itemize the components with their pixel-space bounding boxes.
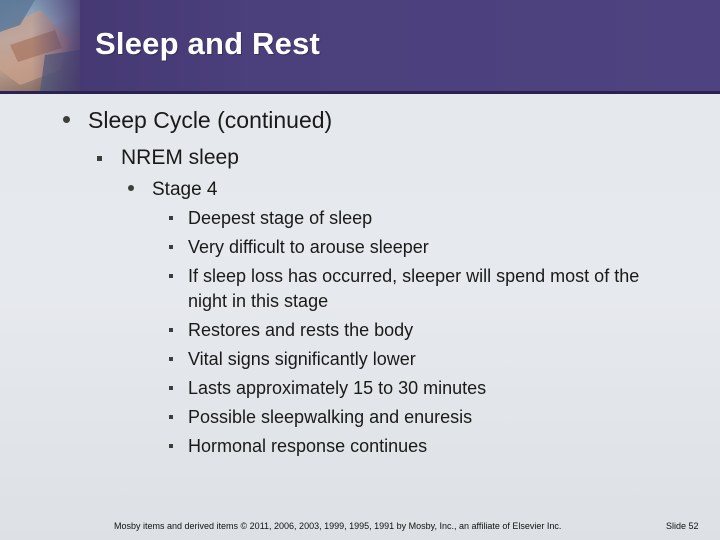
- list-item: Lasts approximately 15 to 30 minutes: [188, 378, 487, 398]
- slide-number: Slide 52: [666, 521, 699, 531]
- level2-text: NREM sleep: [121, 146, 239, 169]
- level1-text: Sleep Cycle (continued): [88, 107, 333, 133]
- bullet-square: [169, 328, 173, 332]
- copyright-footer: Mosby items and derived items © 2011, 2006, 2003, 1999, 1995, 1991 by Mosby, Inc., an affiliate of Elsevier Inc.: [114, 521, 562, 531]
- bullet-square: [169, 245, 173, 249]
- list-item: Vital signs significantly lower: [188, 349, 416, 369]
- list-item: If sleep loss has occurred, sleeper will spend most of the: [188, 266, 640, 286]
- level3-text: Stage 4: [152, 179, 218, 200]
- bullet-square: [169, 357, 173, 361]
- title-bar: [0, 0, 720, 94]
- list-item: Very difficult to arouse sleeper: [188, 237, 429, 257]
- bullet-dot: [128, 185, 134, 191]
- bullet-square: [169, 444, 173, 448]
- list-item: Restores and rests the body: [188, 320, 414, 340]
- bullet-square: [169, 274, 173, 278]
- list-item: Possible sleepwalking and enuresis: [188, 407, 473, 427]
- list-item: Deepest stage of sleep: [188, 208, 373, 228]
- bullet-dot: [63, 116, 70, 123]
- list-item-continuation: night in this stage: [188, 291, 329, 311]
- slide-title: Sleep and Rest: [95, 26, 321, 61]
- bullet-square: [169, 415, 173, 419]
- list-item: Hormonal response continues: [188, 436, 428, 456]
- bullet-square: [169, 216, 173, 220]
- bullet-square: [97, 156, 102, 161]
- header-photo: [0, 0, 80, 91]
- bullet-square: [169, 386, 173, 390]
